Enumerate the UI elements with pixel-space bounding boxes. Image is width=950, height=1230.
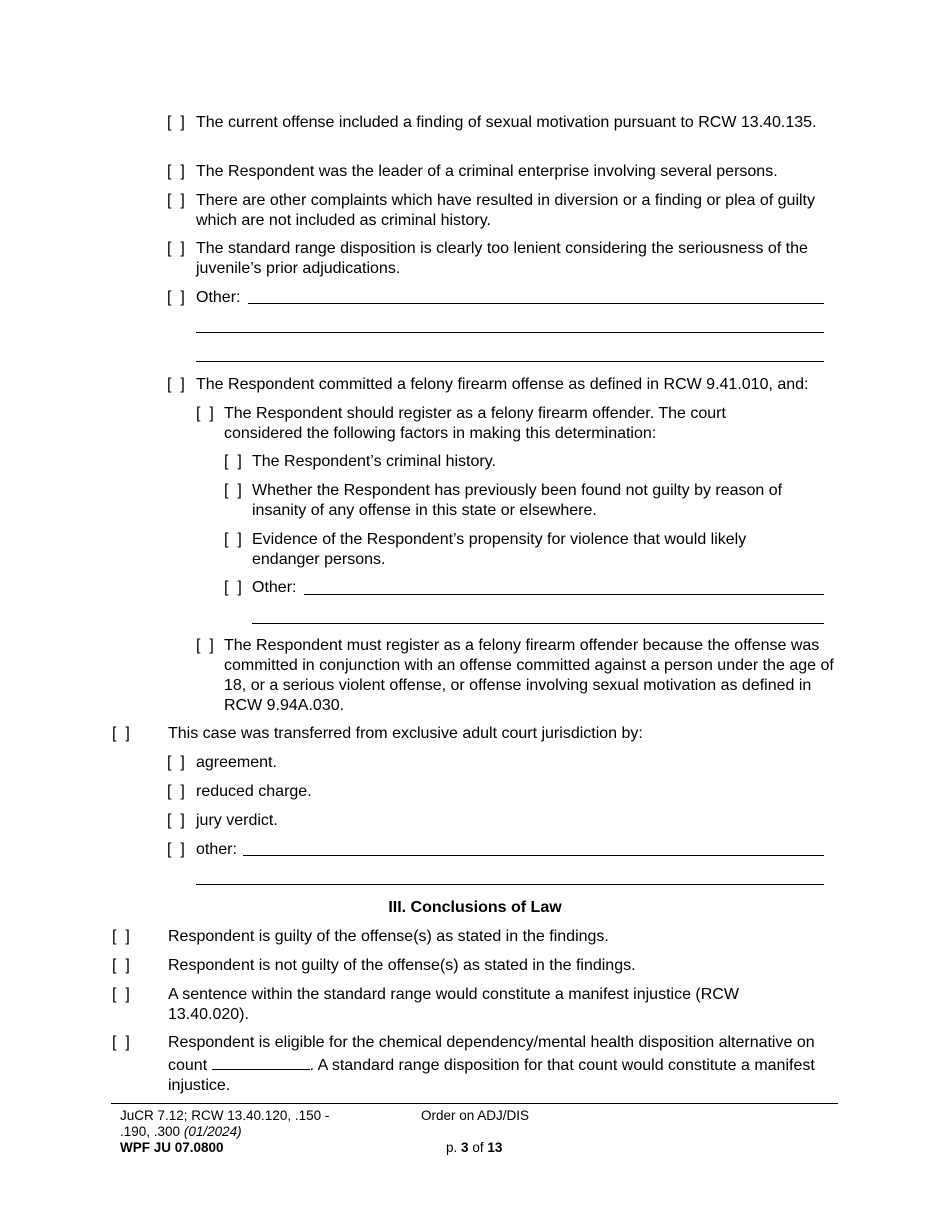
footer-page-of: of	[472, 1140, 484, 1155]
item-too-lenient: The standard range disposition is clearly too lenient considering the seriousness of the juvenile’s prior adjudications.	[196, 240, 808, 277]
checkbox[interactable]: [ ]	[167, 841, 185, 858]
checkbox[interactable]: [ ]	[167, 192, 185, 209]
footer-page-prefix: p.	[446, 1140, 458, 1155]
item-transferred: This case was transferred from exclusive adult court jurisdiction by:	[168, 725, 643, 742]
checkbox[interactable]: [ ]	[112, 986, 130, 1003]
checkbox[interactable]: [ ]	[196, 637, 214, 654]
transfer-agreement: agreement.	[196, 754, 277, 771]
conclusion-manifest-injustice: A sentence within the standard range would constitute a manifest injustice (RCW 13.40.020).	[168, 986, 739, 1023]
factor-other-blank-line-2[interactable]	[252, 623, 824, 624]
checkbox[interactable]: [ ]	[112, 1034, 130, 1051]
other-blank-line-3[interactable]	[196, 361, 824, 362]
factor-insanity: Whether the Respondent has previously been found not guilty by reason of insanity of any offense in this state or elsewhere.	[252, 482, 783, 519]
checkbox[interactable]: [ ]	[167, 163, 185, 180]
transfer-reduced-charge: reduced charge.	[196, 783, 312, 800]
factor-propensity: Evidence of the Respondent’s propensity for violence that would likely endanger persons.	[252, 531, 747, 568]
footer-page-total: 13	[487, 1140, 503, 1155]
checkbox[interactable]: [ ]	[167, 812, 185, 829]
count-blank[interactable]	[212, 1053, 310, 1070]
item-other-label: Other:	[196, 289, 241, 306]
conclusion-not-guilty: Respondent is not guilty of the offense(s) as stated in the findings.	[168, 957, 636, 974]
checkbox[interactable]: [ ]	[112, 725, 130, 742]
transfer-other-blank-line-2[interactable]	[196, 884, 824, 885]
factor-other-blank-line-1[interactable]	[304, 594, 824, 595]
checkbox[interactable]: [ ]	[167, 114, 185, 131]
conclusion-guilty: Respondent is guilty of the offense(s) as stated in the findings.	[168, 928, 609, 945]
item-should-register: The Respondent should register as a felony firearm offender. The court considered the following factors in making this determination:	[224, 405, 726, 442]
footer-page-current: 3	[461, 1140, 469, 1155]
checkbox[interactable]: [ ]	[112, 957, 130, 974]
transfer-other-blank-line-1[interactable]	[243, 855, 824, 856]
other-blank-line-2[interactable]	[196, 332, 824, 333]
checkbox[interactable]: [ ]	[167, 240, 185, 257]
footer-divider	[111, 1103, 838, 1104]
checkbox[interactable]: [ ]	[167, 289, 185, 306]
factor-other-label: Other:	[252, 579, 297, 596]
conclusion-eligible-text-1: Respondent is eligible for the chemical dependency/mental health disposition alternative on count	[168, 1034, 815, 1074]
checkbox[interactable]: [ ]	[224, 579, 242, 596]
checkbox[interactable]: [ ]	[167, 783, 185, 800]
checkbox[interactable]: [ ]	[167, 754, 185, 771]
section-heading-conclusions: III. Conclusions of Law	[388, 899, 562, 916]
checkbox[interactable]: [ ]	[224, 531, 242, 548]
checkbox[interactable]: [ ]	[112, 928, 130, 945]
footer-form-title: Order on ADJ/DIS	[421, 1108, 530, 1123]
checkbox[interactable]: [ ]	[224, 482, 242, 499]
item-other-complaints: There are other complaints which have resulted in diversion or a finding or plea of guilty which are not included as criminal history.	[196, 192, 815, 229]
transfer-jury-verdict: jury verdict.	[196, 812, 278, 829]
checkbox[interactable]: [ ]	[224, 453, 242, 470]
footer-rule-citation-line1: JuCR 7.12; RCW 13.40.120, .150 -	[120, 1108, 330, 1123]
item-firearm: The Respondent committed a felony firearm offense as defined in RCW 9.41.010, and:	[196, 376, 809, 393]
item-leader: The Respondent was the leader of a criminal enterprise involving several persons.	[196, 163, 778, 180]
checkbox[interactable]: [ ]	[167, 376, 185, 393]
footer-rule-citation	[120, 1108, 329, 1156]
footer-revision: (01/2024)	[183, 1124, 242, 1139]
checkbox[interactable]: [ ]	[196, 405, 214, 422]
factor-criminal-history: The Respondent’s criminal history.	[252, 453, 496, 470]
transfer-other-label: other:	[196, 841, 237, 858]
footer-page-number	[446, 1140, 502, 1156]
other-blank-line-1[interactable]	[248, 303, 824, 304]
item-sexual-motivation: The current offense included a finding of sexual motivation pursuant to RCW 13.40.135.	[196, 114, 817, 131]
item-must-register: The Respondent must register as a felony firearm offender because the offense was committed in conjunction with an offense committed against a person under the age of 18, or a serious violent offense, or offense involving sexual motivation as defined in RCW 9.94A.030.	[224, 637, 834, 714]
conclusion-eligible-text-2: . A standard range disposition for that count would constitute a manifest injustice.	[168, 1057, 815, 1094]
footer-form-id: WPF JU 07.0800	[120, 1140, 224, 1155]
footer-rule-citation-line2: .190, .300	[120, 1124, 181, 1139]
conclusion-eligible	[168, 1033, 828, 1096]
